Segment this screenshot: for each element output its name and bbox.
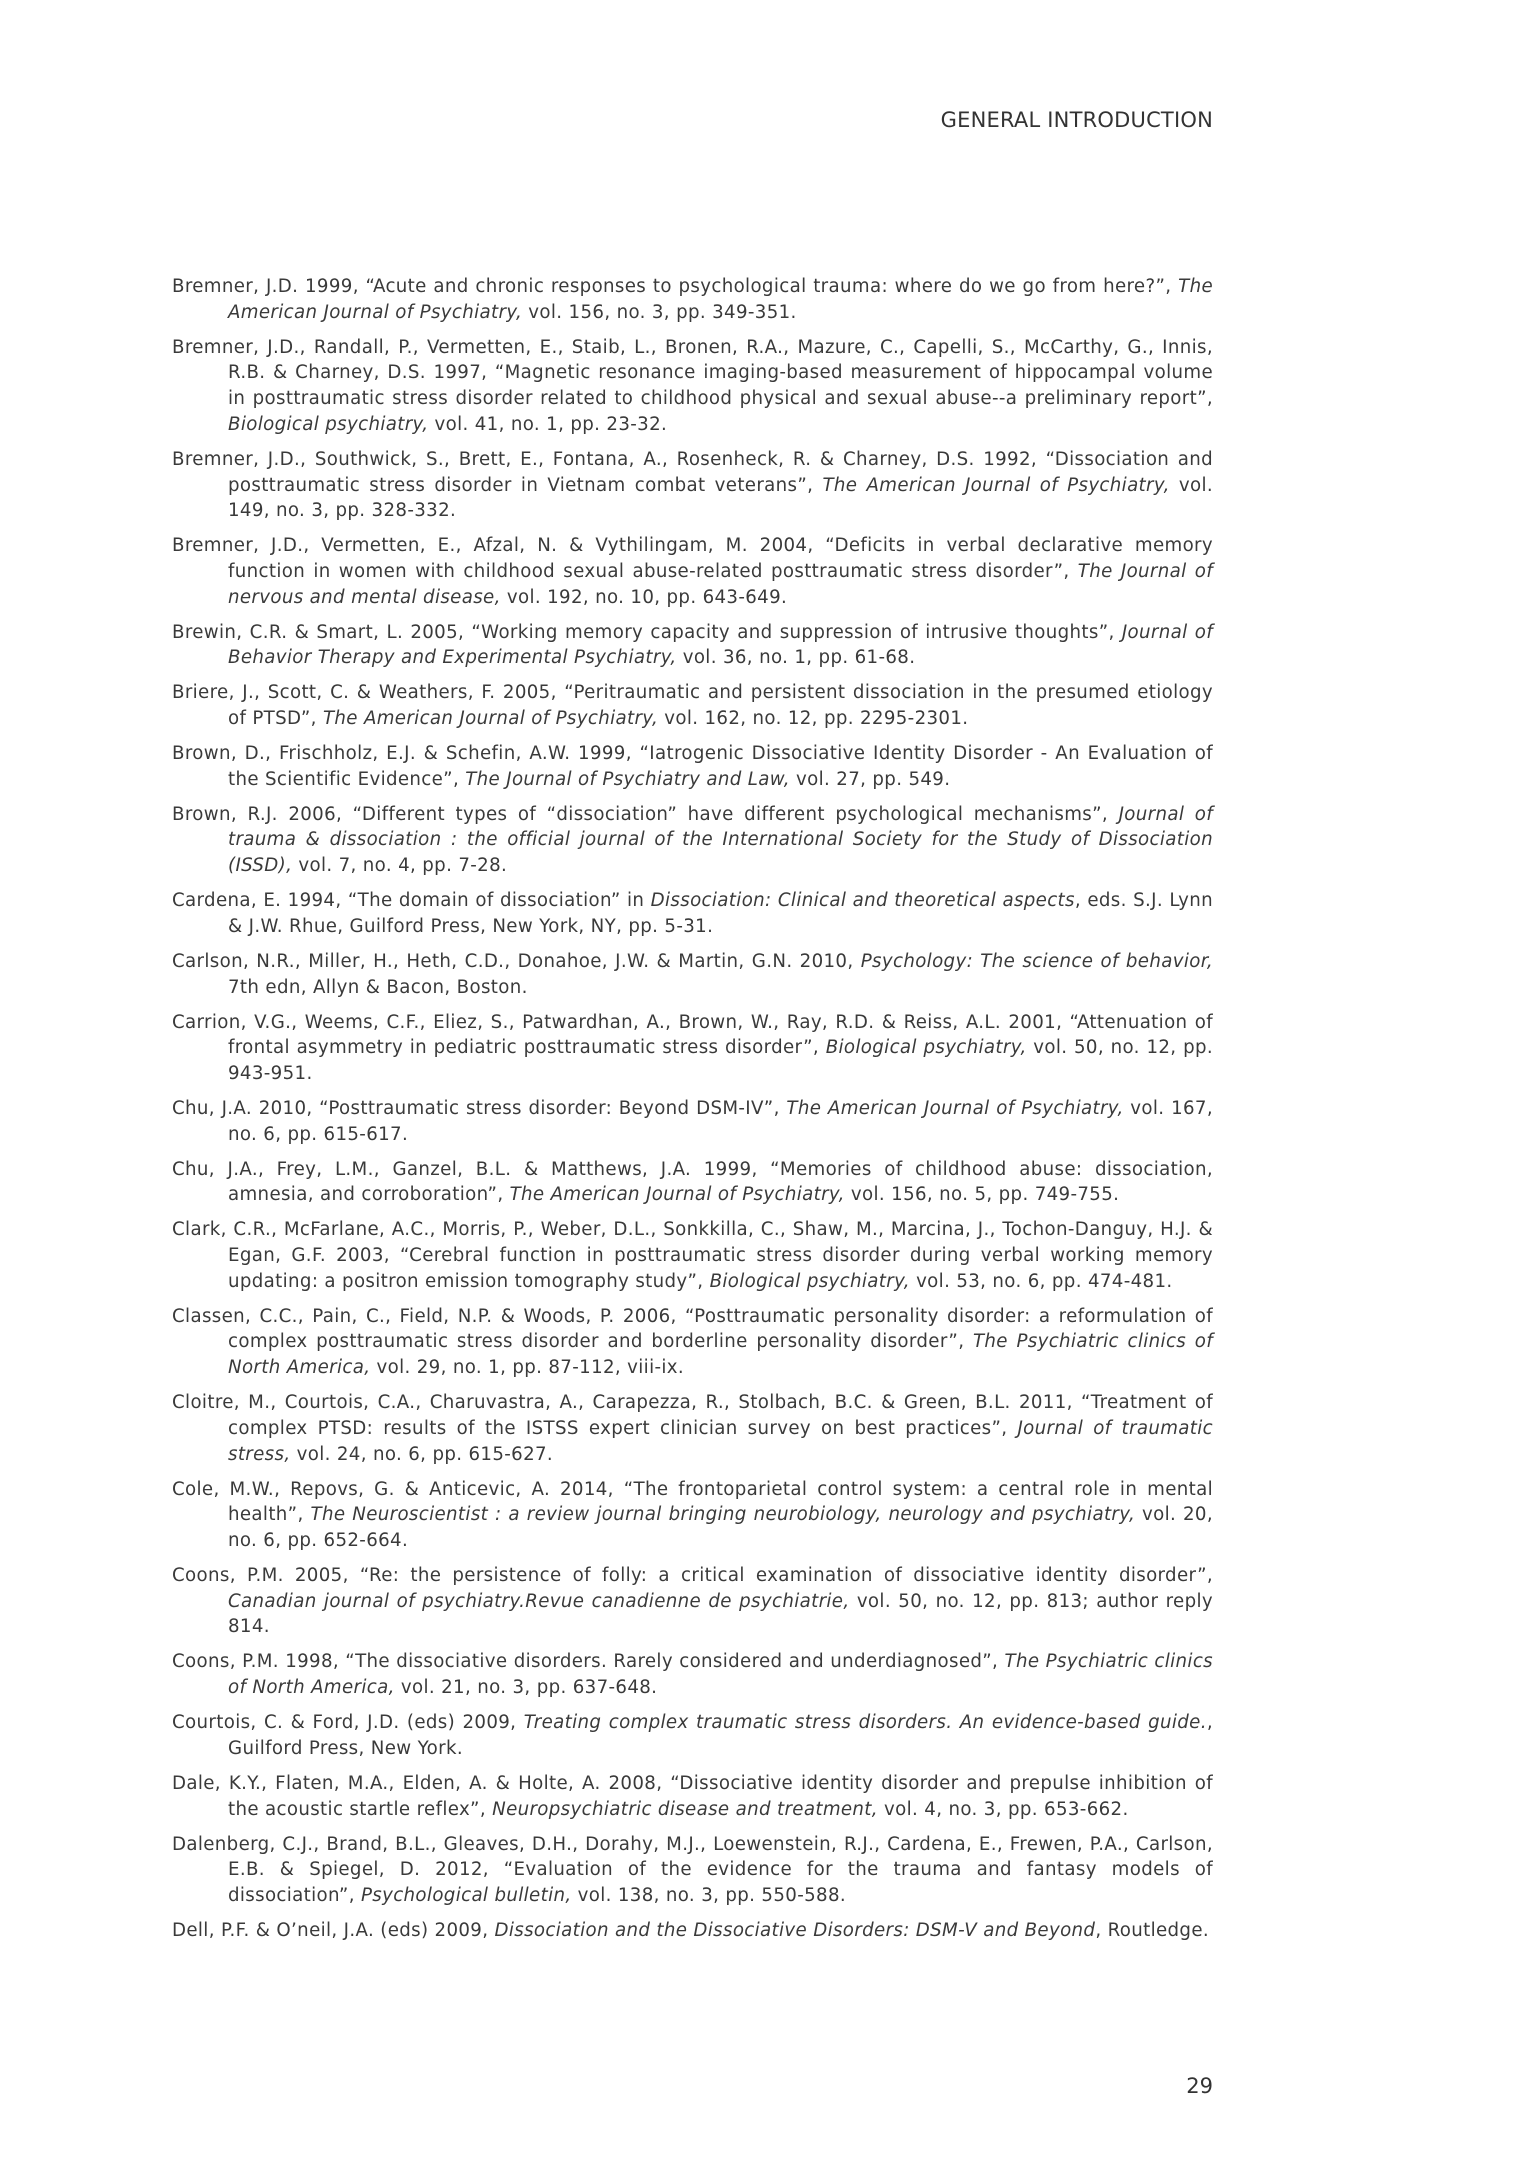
reference-entry: Clark, C.R., McFarlane, A.C., Morris, P., Weber, D.L., Sonkkilla, C., Shaw, M., Marcina, J., Tochon-Danguy, H.J. & Egan, G.F. 2003, “Cerebral function in posttraumatic stress disorder during verbal working memory updating: a positron emission tomography study”, Biological psychiatry, vol. 53, no. 6, pp. 474-481. [172, 1219, 1213, 1292]
reference-entry: Chu, J.A., Frey, L.M., Ganzel, B.L. & Matthews, J.A. 1999, “Memories of childhood abuse: dissociation, amnesia, and corroboration”, The American Journal of Psychiatry, vol. 156, no. 5, pp. 749-755. [172, 1158, 1213, 1206]
reference-entry: Courtois, C. & Ford, J.D. (eds) 2009, Treating complex traumatic stress disorders. An evidence-based guide., Guilford Press, New York. [172, 1712, 1213, 1759]
running-header: GENERAL INTRODUCTION [940, 108, 1213, 132]
reference-entry: Bremner, J.D., Vermetten, E., Afzal, N. & Vythilingam, M. 2004, “Deficits in verbal declarative memory function in women with childhood sexual abuse-related posttraumatic stress disorder”, The Journal of nervous and mental disease, vol. 192, no. 10, pp. 643-649. [172, 535, 1213, 608]
reference-entry: Chu, J.A. 2010, “Posttraumatic stress disorder: Beyond DSM-IV”, The American Journal of Psychiatry, vol. 167, no. 6, pp. 615-617. [172, 1097, 1213, 1145]
reference-entry: Brewin, C.R. & Smart, L. 2005, “Working memory capacity and suppression of intrusive thoughts”, Journal of Behavior Therapy and Experimental Psychiatry, vol. 36, no. 1, pp. 61-68. [172, 621, 1213, 669]
reference-entry: Coons, P.M. 2005, “Re: the persistence of folly: a critical examination of dissociative identity disorder”, Canadian journal of psychiatry.Revue canadienne de psychiatrie, vol. 50, no. 12, pp. 813; author reply 814. [172, 1564, 1213, 1638]
reference-entry: Dell, P.F. & O’neil, J.A. (eds) 2009, Dissociation and the Dissociative Disorders: DSM-V and Beyond, Routledge. [172, 1919, 1209, 1941]
reference-entry: Cardena, E. 1994, “The domain of dissociation” in Dissociation: Clinical and theoretical aspects, eds. S.J. Lynn & J.W. Rhue, Guilford Press, New York, NY, pp. 5-31. [172, 890, 1214, 937]
reference-entry: Dalenberg, C.J., Brand, B.L., Gleaves, D.H., Dorahy, M.J., Loewenstein, R.J., Cardena, E., Frewen, P.A., Carlson, E.B. & Spiegel, D. 2012, “Evaluation of the evidence for the trauma and fantasy models of dissociation”, Psychological bulletin, vol. 138, no. 3, pp. 550-588. [172, 1833, 1213, 1906]
page-number: 29 [1186, 2074, 1213, 2098]
reference-entry: Coons, P.M. 1998, “The dissociative disorders. Rarely considered and underdiagnosed”, The Psychiatric clinics of North America, vol. 21, no. 3, pp. 637-648. [172, 1651, 1213, 1699]
reference-entry: Carlson, N.R., Miller, H., Heth, C.D., Donahoe, J.W. & Martin, G.N. 2010, Psychology: The science of behavior, 7th edn, Allyn & Bacon, Boston. [172, 950, 1214, 998]
reference-entry: Bremner, J.D., Southwick, S., Brett, E., Fontana, A., Rosenheck, R. & Charney, D.S. 1992, “Dissociation and posttraumatic stress disorder in Vietnam combat veterans”, The American Journal of Psychiatry, vol. 149, no. 3, pp. 328-332. [172, 448, 1213, 522]
reference-entry: Briere, J., Scott, C. & Weathers, F. 2005, “Peritraumatic and persistent dissociation in the presumed etiology of PTSD”, The American Journal of Psychiatry, vol. 162, no. 12, pp. 2295-2301. [172, 682, 1213, 730]
reference-entry: Classen, C.C., Pain, C., Field, N.P. & Woods, P. 2006, “Posttraumatic personality disorder: a reformulation of complex posttraumatic stress disorder and borderline personality disorder”, The Psychiatric clinics of North America, vol. 29, no. 1, pp. 87-112, viii-ix. [172, 1305, 1213, 1379]
reference-entry: Bremner, J.D. 1999, “Acute and chronic responses to psychological trauma: where do we go from here?”, The American Journal of Psychiatry, vol. 156, no. 3, pp. 349-351. [172, 276, 1213, 323]
reference-list [172, 274, 1213, 1953]
reference-entry: Brown, D., Frischholz, E.J. & Schefin, A.W. 1999, “Iatrogenic Dissociative Identity Disorder - An Evaluation of the Scientific Evidence”, The Journal of Psychiatry and Law, vol. 27, pp. 549. [172, 743, 1213, 790]
reference-entry: Dale, K.Y., Flaten, M.A., Elden, A. & Holte, A. 2008, “Dissociative identity disorder and prepulse inhibition of the acoustic startle reflex”, Neuropsychiatric disease and treatment, vol. 4, no. 3, pp. 653-662. [172, 1772, 1213, 1820]
reference-entry: Carrion, V.G., Weems, C.F., Eliez, S., Patwardhan, A., Brown, W., Ray, R.D. & Reiss, A.L. 2001, “Attenuation of frontal asymmetry in pediatric posttraumatic stress disorder”, Biological psychiatry, vol. 50, no. 12, pp. 943-951. [172, 1011, 1213, 1084]
reference-entry: Cole, M.W., Repovs, G. & Anticevic, A. 2014, “The frontoparietal control system: a central role in mental health”, The Neuroscientist : a review journal bringing neurobiology, neurology and psychiatry, vol. 20, no. 6, pp. 652-664. [172, 1478, 1213, 1551]
reference-entry: Brown, R.J. 2006, “Different types of “dissociation” have different psychological mechanisms”, Journal of trauma & dissociation : the official journal of the International Society for the Study of Dissociation (ISSD), vol. 7, no. 4, pp. 7-28. [172, 803, 1213, 877]
reference-entry: Cloitre, M., Courtois, C.A., Charuvastra, A., Carapezza, R., Stolbach, B.C. & Green, B.L. 2011, “Treatment of complex PTSD: results of the ISTSS expert clinician survey on best practices”, Journal of traumatic stress, vol. 24, no. 6, pp. 615-627. [172, 1392, 1213, 1465]
reference-entry: Bremner, J.D., Randall, P., Vermetten, E., Staib, L., Bronen, R.A., Mazure, C., Capelli, S., McCarthy, G., Innis, R.B. & Charney, D.S. 1997, “Magnetic resonance imaging-based measurement of hippocampal volume in posttraumatic stress disorder related to childhood physical and sexual abuse--a preliminary report”, Biological psychiatry, vol. 41, no. 1, pp. 23-32. [172, 336, 1213, 435]
